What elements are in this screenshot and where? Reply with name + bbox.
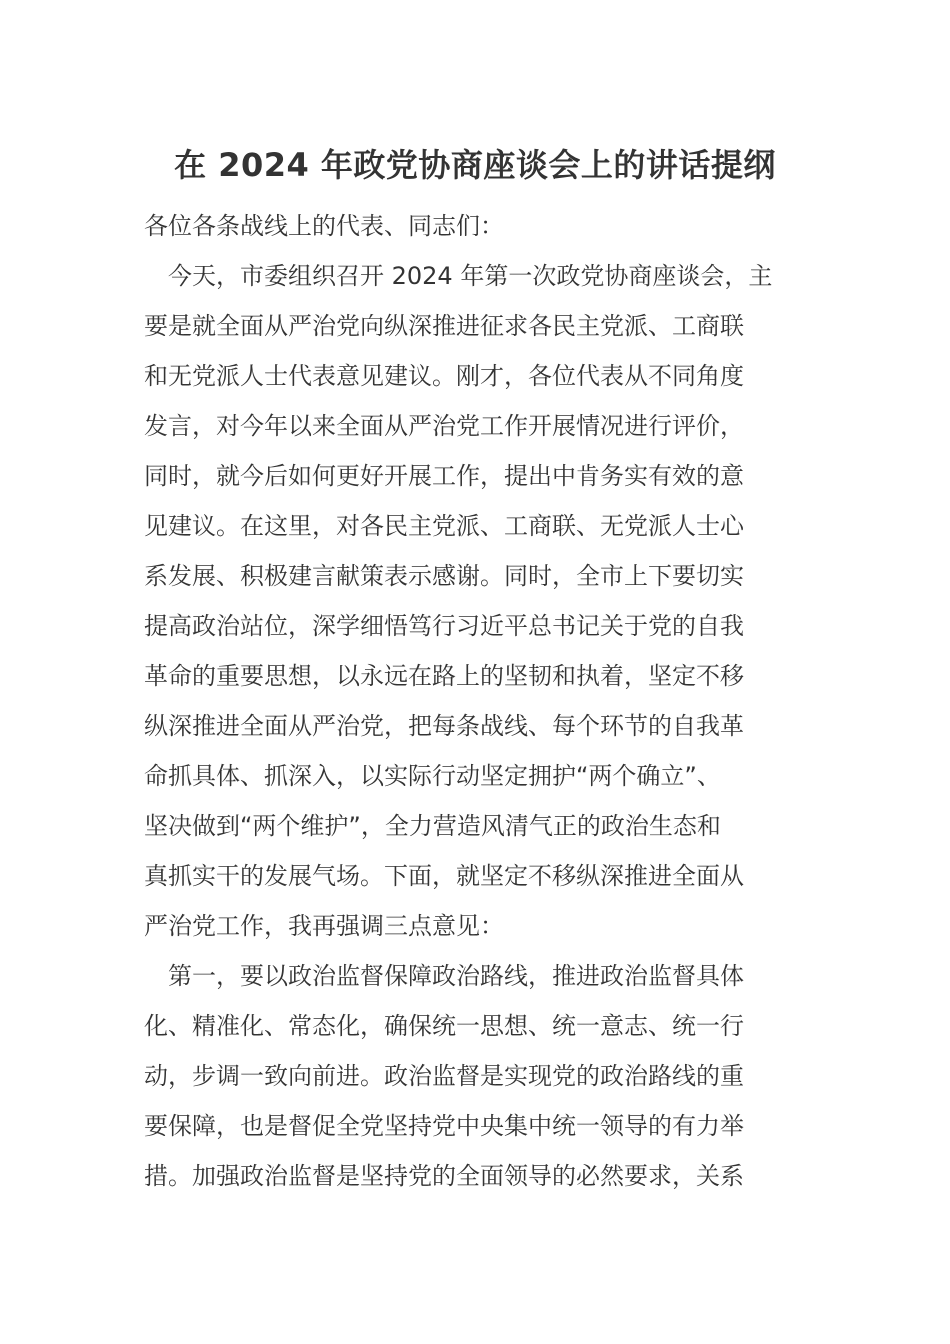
body-line: 要是就全面从严治党向纵深推进征求各民主党派、工商联: [144, 312, 744, 340]
body-line: 真抓实干的发展气场。下面，就坚定不移纵深推进全面从: [144, 862, 744, 890]
body-line: 发言，对今年以来全面从严治党工作开展情况进行评价，: [144, 412, 744, 440]
body-line: 和无党派人士代表意见建议。刚才，各位代表从不同角度: [144, 362, 744, 390]
body-line: 提高政治站位，深学细悟笃行习近平总书记关于党的自我: [144, 612, 744, 640]
body-line: 动，步调一致向前进。政治监督是实现党的政治路线的重: [144, 1062, 744, 1090]
body-line: 今天，市委组织召开 2024 年第一次政党协商座谈会，主: [144, 262, 773, 290]
body-line: 革命的重要思想，以永远在路上的坚韧和执着，坚定不移: [144, 662, 744, 690]
body-line: 坚决做到“两个维护”，全力营造风清气正的政治生态和: [144, 812, 721, 840]
document-title: 在 2024 年政党协商座谈会上的讲话提纲: [174, 146, 776, 184]
body-line: 见建议。在这里，对各民主党派、工商联、无党派人士心: [144, 512, 744, 540]
body-line: 命抓具体、抓深入，以实际行动坚定拥护“两个确立”、: [144, 762, 721, 790]
body-line: 第一，要以政治监督保障政治路线，推进政治监督具体: [144, 962, 744, 990]
document-body: [144, 201, 824, 1201]
body-line: 严治党工作，我再强调三点意见：: [144, 912, 504, 940]
body-line: 化、精准化、常态化，确保统一思想、统一意志、统一行: [144, 1012, 744, 1040]
body-line: 同时，就今后如何更好开展工作，提出中肯务实有效的意: [144, 462, 744, 490]
body-line: 纵深推进全面从严治党，把每条战线、每个环节的自我革: [144, 712, 744, 740]
body-line: 系发展、积极建言献策表示感谢。同时，全市上下要切实: [144, 562, 744, 590]
body-line: 措。加强政治监督是坚持党的全面领导的必然要求，关系: [144, 1162, 744, 1190]
body-line: 要保障，也是督促全党坚持党中央集中统一领导的有力举: [144, 1112, 744, 1140]
body-line: 各位各条战线上的代表、同志们：: [144, 212, 504, 240]
